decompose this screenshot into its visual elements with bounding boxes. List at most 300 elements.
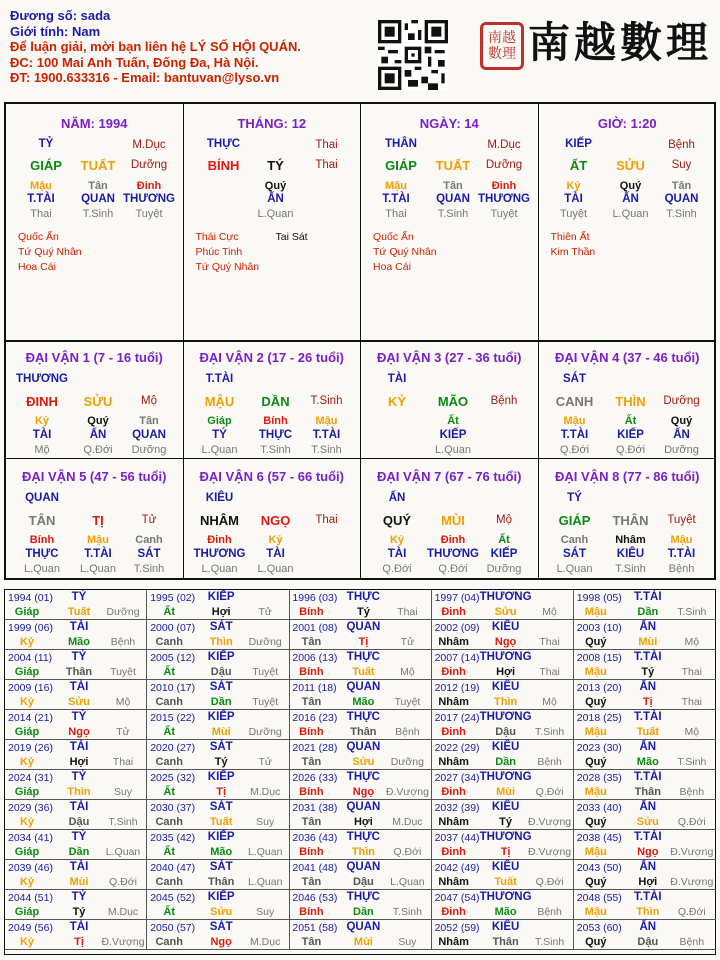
dai-van-branch: THÌN [615,394,646,409]
hidden-god: QUAN [81,193,115,205]
dai-van-god: THƯƠNG [16,373,68,385]
year-god: TÀI [69,681,89,693]
hidden-phase: Dưỡng [664,444,699,456]
year-cell [289,590,431,620]
year-god: T.TÀI [634,651,662,663]
hidden-god: THƯƠNG [478,193,530,205]
year-branch: Thìn [636,906,660,918]
year-god: THƯƠNG [479,771,532,783]
dai-van-god: T.TÀI [205,373,234,385]
dai-van-stem: NHÂM [200,513,239,528]
year-phase: Đ.Vượng [385,786,429,798]
pillar-stem-god: THỰC [206,138,241,150]
year-label: 2003 (10) [576,622,622,634]
hidden-stem: Canh [135,534,163,546]
hidden-stem: Bính [263,415,288,427]
year-cell [289,800,431,830]
hidden-stem: Nhâm [615,534,646,546]
year-phase: Đ.Vượng [670,876,714,888]
year-god: THỰC [346,591,380,603]
year-phase: T.Sinh [677,606,707,618]
hidden-phase: L.Quan [257,208,294,220]
year-cell [432,920,574,950]
pillar-branch: TUẤT [80,158,116,173]
year-phase: Bệnh [395,726,420,738]
year-label: 2039 (46) [8,862,53,874]
year-branch: Dậu [68,816,90,828]
star-item: Hoa Cái [18,261,56,273]
hidden-god: ẤN [622,193,639,205]
hidden-phase: L.Quan [257,563,294,575]
qr-code-icon[interactable] [378,20,448,90]
hidden-phase: T.Sinh [666,208,697,220]
dai-van-god: ẤN [388,492,406,504]
hidden-stem: Tân [88,180,108,192]
annual-luck-table [4,589,716,955]
year-cell [289,830,431,860]
year-phase: Q.Đới [109,876,137,888]
year-branch: Hợi [496,666,516,678]
year-god: KIẾP [207,711,235,723]
dai-van-branch: SỬU [83,394,113,409]
year-branch: Ngọ [352,786,375,798]
year-label: 2033 (40) [576,802,622,814]
hidden-phase: Q.Đới [83,444,113,456]
year-cell [289,620,431,650]
year-god: QUAN [346,621,381,633]
year-stem: Ất [163,906,175,918]
year-cell [5,710,147,740]
dai-van-phase: Tuyệt [667,514,696,526]
year-god: TỶ [71,711,87,723]
year-stem: Mậu [584,846,607,858]
star-list [196,230,260,275]
year-god: T.TÀI [634,891,662,903]
dai-van-god: SÁT [563,373,586,385]
year-cell [147,830,289,860]
year-phase: T.Sinh [535,936,565,948]
year-stem: Giáp [14,726,40,738]
year-stem: Kỷ [19,696,35,708]
year-cell [5,860,147,890]
year-god: KIÊU [491,741,520,753]
year-branch: Tuất [209,816,233,828]
dai-van-3 [361,340,539,459]
year-god: THỰC [346,771,380,783]
year-cell [147,860,289,890]
year-phase: Mộ [684,636,700,648]
year-stem: Canh [155,696,183,708]
hidden-stem: Quý [619,180,642,192]
year-label: 2024 (31) [8,772,53,784]
year-god: T.TÀI [634,711,662,723]
year-label: 2031 (38) [292,802,338,814]
hidden-stem: Mậu [670,534,693,546]
hidden-god: THƯƠNG [123,193,175,205]
year-label: 2045 (52) [150,892,196,904]
year-cell [289,740,431,770]
pillar-stem: GIÁP [30,158,62,173]
dai-van-phase: T.Sinh [310,395,343,407]
year-cell [147,920,289,950]
pillar-stem-god: KIẾP [565,138,592,150]
hidden-phase: L.Quan [612,208,649,220]
pillar-stem-god: TỶ [38,138,54,150]
year-label: 2037 (44) [434,832,480,844]
year-stem: Bính [299,606,324,618]
year-cell [432,800,574,830]
hidden-stem: Mậu [87,534,109,546]
dai-van-branch: TỊ [92,513,104,528]
hidden-phase: L.Quan [201,444,238,456]
dai-van-title: ĐẠI VẬN 7 (67 - 76 tuổi) [377,469,522,484]
hidden-phase: Tuyệt [559,208,588,220]
dai-van-stem: KỶ [387,394,407,409]
year-branch: Dần [68,846,90,858]
year-stem: Quý [585,636,607,648]
year-cell [5,680,147,710]
year-phase: Tử [258,606,272,618]
year-god: QUAN [346,921,381,933]
year-god: QUAN [346,861,381,873]
dai-van-2 [184,340,362,459]
year-god: T.TÀI [634,831,662,843]
year-stem: Bính [299,846,324,858]
year-label: 2021 (28) [292,742,338,754]
year-stem: Tân [301,756,322,768]
year-branch: Thân [208,876,235,888]
year-cell [574,890,716,920]
hidden-phase: Tuyệt [135,208,163,220]
dai-van-god: TÝ [567,492,582,504]
year-branch: Tuất [636,726,659,738]
year-cell [432,740,574,770]
year-phase: L.Quan [390,876,425,888]
year-cell [147,620,289,650]
year-label: 2044 (51) [8,892,53,904]
year-branch: Thân [65,666,93,678]
year-god: THỰC [346,711,380,723]
year-stem: Canh [155,876,183,888]
hidden-god: T.TÀI [312,429,341,441]
year-cell [432,860,574,890]
hidden-god: ẤN [267,193,284,205]
star-item: Thái Cực [195,231,239,243]
pillar-0 [6,104,184,340]
year-phase: Suy [398,936,417,948]
year-label: 2028 (35) [576,772,622,784]
year-branch: Sửu [210,906,233,918]
pillar-3 [539,104,717,340]
year-branch: Mão [352,696,375,708]
year-stem: Giáp [14,786,40,798]
year-god: THƯƠNG [479,591,532,603]
year-god: THƯƠNG [479,891,532,903]
pillar-phase-top: M.Dục [132,139,166,151]
year-phase: M.Dục [107,906,139,918]
year-branch: Mùi [496,786,516,798]
dai-van-stem: GIÁP [558,513,591,528]
year-stem: Bính [299,906,324,918]
year-phase: T.Sinh [392,906,422,918]
dai-van-title: ĐẠI VẬN 1 (7 - 16 tuổi) [25,350,163,365]
pillar-branch: SỬU [616,158,645,173]
year-stem: Ất [163,606,175,618]
year-branch: Mùi [353,936,373,948]
year-cell [432,830,574,860]
year-stem: Ất [163,666,175,678]
hidden-stem: Kỷ [268,534,283,546]
hidden-god: QUAN [436,193,470,205]
year-phase: Tử [116,726,130,738]
year-god: KIÊU [491,861,520,873]
year-branch: Tị [74,936,84,948]
year-stem: Mậu [584,606,607,618]
year-stem: Giáp [14,666,40,678]
hidden-stem: Mậu [315,415,338,427]
year-stem: Giáp [14,846,40,858]
year-phase: T.Sinh [108,816,138,828]
pillar-title: THÁNG: 12 [237,116,307,131]
hidden-god: SÁT [563,548,586,560]
hidden-phase: L.Quan [201,563,238,575]
year-phase: M.Dục [250,936,281,948]
year-label: 2018 (25) [576,712,622,724]
dai-van-branch: MÃO [437,394,469,409]
dai-van-god: QUAN [25,492,59,504]
year-god: THƯƠNG [479,651,532,663]
hidden-phase: L.Quan [434,444,472,456]
year-branch: Dậu [637,936,659,948]
year-god: TÀI [69,741,89,753]
year-branch: Tý [72,906,86,918]
year-cell [432,650,574,680]
year-branch: Dần [353,906,374,918]
pillar-branch: TÝ [267,158,284,173]
dai-van-title: ĐẠI VẬN 6 (57 - 66 tuổi) [199,469,344,484]
year-god: SÁT [209,801,233,813]
year-stem: Đinh [441,606,466,618]
year-stem: Giáp [14,906,40,918]
hidden-phase: Bệnh [668,563,695,575]
year-stem: Bính [299,786,324,798]
year-label: 2006 (13) [292,652,338,664]
year-branch: Hợi [353,816,373,828]
year-branch: Ngọ [637,846,659,858]
year-label: 2008 (15) [576,652,622,664]
year-cell [574,650,716,680]
year-stem: Canh [155,756,183,768]
hidden-stem: Bính [29,534,55,546]
hidden-stem: Tân [671,180,692,192]
year-cell [147,680,289,710]
year-cell [432,620,574,650]
hidden-phase: Q.Đới [438,563,468,575]
pillar-1 [184,104,362,340]
year-label: 2002 (09) [434,622,480,634]
year-phase: Bệnh [679,786,705,798]
hidden-phase: Q.Đới [382,563,412,575]
year-label: 1995 (02) [150,592,196,604]
year-phase: T.Sinh [535,726,565,738]
year-phase: Suy [256,906,275,918]
hidden-stem: Đinh [491,180,517,192]
year-branch: Thân [492,936,519,948]
year-god: SÁT [209,681,233,693]
hidden-stem: Giáp [207,415,232,427]
hidden-god: KIẾP [439,429,467,441]
year-god: THƯƠNG [479,831,532,843]
hidden-phase: Tuyệt [490,208,518,220]
year-label: 1997 (04) [434,592,480,604]
phone-email: ĐT: 1900.633316 - Email: bantuvan@lyso.vn [10,70,280,85]
hidden-stem: Mậu [385,180,407,192]
year-phase: Tử [400,636,415,648]
hidden-phase: T.Sinh [82,208,114,220]
year-label: 2043 (50) [576,862,622,874]
year-god: QUAN [346,681,381,693]
address: ĐC: 100 Mai Anh Tuấn, Đống Đa, Hà Nội. [10,54,259,70]
year-phase: Tuyệt [252,696,279,708]
year-cell [432,710,574,740]
year-cell [574,860,716,890]
hidden-stem: Đinh [136,180,162,192]
year-label: 1999 (06) [8,622,53,634]
dai-van-1 [6,340,184,459]
year-stem: Canh [155,636,183,648]
year-label: 2036 (43) [292,832,338,844]
year-god: THỰC [346,891,380,903]
year-label: 2048 (55) [576,892,622,904]
year-cell [289,860,431,890]
year-branch: Mùi [638,636,658,648]
hidden-phase: Dưỡng [131,444,167,456]
year-cell [289,650,431,680]
year-stem: Quý [585,876,607,888]
year-branch: Tị [642,696,653,708]
pillar-stem-god: THÂN [385,138,417,150]
year-stem: Đinh [441,786,466,798]
year-branch: Sửu [67,696,91,708]
year-stem: Quý [585,756,607,768]
year-god: KIÊU [491,921,520,933]
year-stem: Mậu [584,666,607,678]
year-god: KIẾP [207,591,235,603]
hidden-god: THƯƠNG [193,548,246,560]
year-branch: Tuất [494,876,517,888]
hidden-stem: Mậu [30,180,52,192]
pillar-phase: Suy [671,159,692,171]
year-stem: Giáp [14,606,40,618]
seal-stamp: 南越 數理 [480,22,524,70]
year-cell [147,800,289,830]
dai-van-stem: MẬU [204,394,235,409]
year-stem: Kỷ [19,876,35,888]
year-label: 2030 (37) [150,802,196,814]
hidden-phase: Thai [385,208,407,220]
year-label: 2034 (41) [8,832,53,844]
dai-van-6 [184,459,362,578]
star-list-2 [276,230,308,245]
star-item: Quốc Ấn [18,231,59,243]
year-cell [289,920,431,950]
year-phase: Đ.Vượng [528,846,572,858]
dai-van-title: ĐẠI VẬN 5 (47 - 56 tuổi) [22,469,167,484]
year-god: KIÊU [491,681,520,693]
year-god: KIÊU [491,621,520,633]
year-phase: Thai [681,696,703,708]
dai-van-4 [539,340,717,459]
year-label: 2000 (07) [150,622,196,634]
year-god: TÀI [69,801,89,813]
year-phase: Tử [258,756,272,768]
year-label: 2019 (26) [8,742,53,754]
year-branch: Dậu [495,726,516,738]
year-label: 2010 (17) [150,682,196,694]
year-cell [432,890,574,920]
year-stem: Tân [301,636,322,648]
hidden-god: THƯƠNG [427,548,479,560]
year-god: ẤN [639,861,657,873]
star-item: Tứ Quý Nhân [373,246,437,258]
pillar-title: GIỜ: 1:20 [597,116,657,131]
year-branch: Mão [210,846,233,858]
year-phase: Tuyệt [394,696,421,708]
year-phase: Mộ [115,696,131,708]
pillar-stem: ẤT [569,158,588,173]
year-cell [5,920,147,950]
year-god: SÁT [209,741,233,753]
year-label: 1998 (05) [576,592,622,604]
year-phase: Đ.Vượng [528,816,572,828]
hidden-phase: T.Sinh [133,563,165,575]
year-phase: Mộ [684,726,700,738]
year-god: TỶ [71,891,87,903]
year-phase: Đ.Vượng [101,936,145,948]
year-cell [5,770,147,800]
year-god: QUAN [346,741,381,753]
year-cell [574,920,716,950]
dai-van-branch: MÙI [441,513,465,528]
year-god: TÀI [69,621,89,633]
year-cell [147,650,289,680]
year-label: 2046 (53) [292,892,338,904]
year-branch: Dần [210,696,232,708]
pillar-phase: Thai [315,159,338,171]
year-stem: Quý [585,696,607,708]
year-branch: Tị [358,636,369,648]
hidden-god: ẤN [673,429,690,441]
year-cell [147,740,289,770]
year-god: THỰC [346,651,380,663]
year-branch: Tuất [352,666,375,678]
year-god: TÀI [69,921,89,933]
year-cell [289,680,431,710]
year-label: 2014 (21) [8,712,53,724]
dai-van-8 [539,459,717,578]
year-label: 2013 (20) [576,682,622,694]
hidden-phase: Q.Đới [615,444,646,456]
year-phase: Mộ [400,666,415,678]
year-stem: Nhâm [438,876,469,888]
hidden-god: ẤN [89,429,107,441]
hidden-stem: Ất [447,415,459,427]
pillar-title: NGÀY: 14 [419,116,479,131]
year-phase: Dưỡng [390,756,424,768]
year-label: 2053 (60) [576,922,622,934]
dai-van-phase: Tử [141,514,157,526]
year-phase: Suy [113,786,133,798]
